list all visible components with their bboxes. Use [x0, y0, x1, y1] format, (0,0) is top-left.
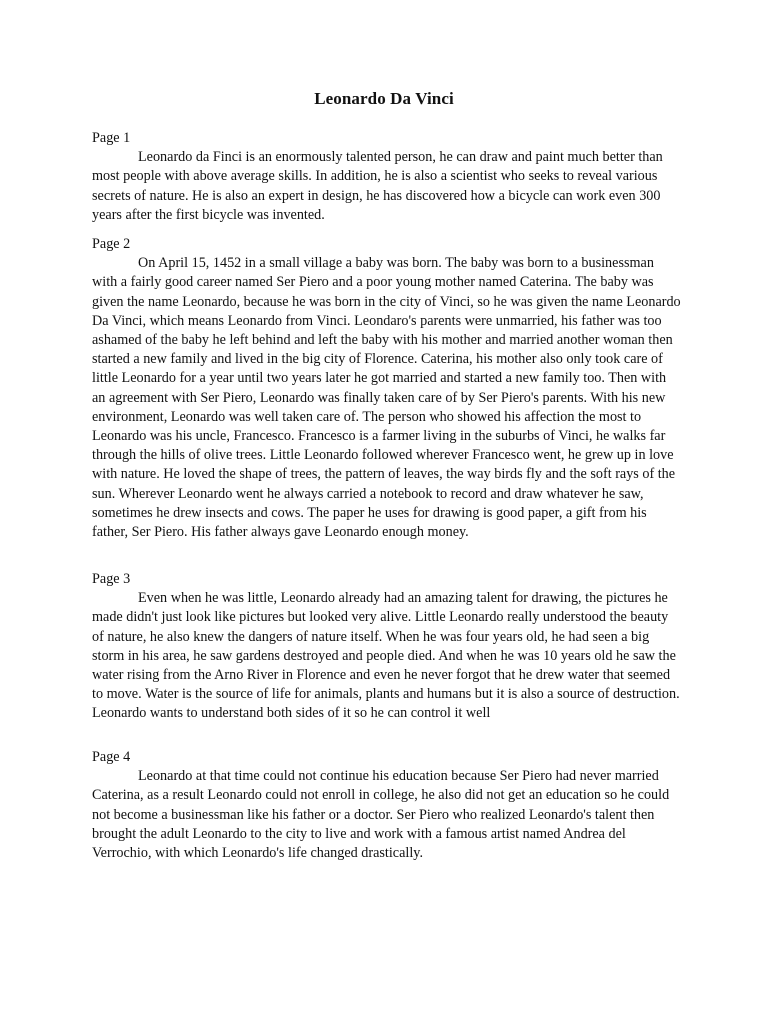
- document-title: Leonardo Da Vinci: [314, 89, 454, 108]
- page-1-section: [92, 129, 682, 225]
- page-4-label: Page 4: [92, 749, 131, 765]
- page-1-label: Page 1: [92, 130, 131, 146]
- page-2-section: [92, 235, 682, 542]
- page-4-paragraph: Leonardo at that time could not continue his education because Ser Piero had never married Caterina, as a result Leonardo could not enroll in college, he also did not get an education so he could not become a businessman like his father or a doctor. Ser Piero who realized Leonardo's talent then brought the adult Leonardo to the city to live and work with a famous artist named Andrea del Verrochio, with which Leonardo's life changed drastically.: [92, 768, 670, 862]
- page-3-paragraph: Even when he was little, Leonardo already had an amazing talent for drawing, the pictures he made didn't just look like pictures but looked very alive. Little Leonardo really understood the beauty of nature, he also knew the dangers of nature itself. When he was four years old, he had seen a big storm in his area, he saw gardens destroyed and people died. And when he was 10 years old he saw the water rising from the Arno River in Florence and even he never forgot that he drew water that seemed to move. Water is the source of life for animals, plants and humans but it is also a source of destruction. Leonardo wants to understand both sides of it so he can control it well: [92, 590, 680, 722]
- page-1-paragraph: Leonardo da Finci is an enormously talented person, he can draw and paint much better than most people with above average skills. In addition, he is also a scientist who seeks to reveal various secrets of nature. He is also an expert in design, he has discovered how a bicycle can work even 300 years after the first bicycle was invented.: [92, 149, 663, 223]
- page-3-label: Page 3: [92, 571, 131, 587]
- page-3-section: [92, 570, 682, 724]
- page-4-section: [92, 748, 682, 863]
- page-2-label: Page 2: [92, 236, 131, 252]
- page-2-paragraph: On April 15, 1452 in a small village a baby was born. The baby was born to a businessman with a fairly good career named Ser Piero and a poor young mother named Caterina. The baby was given the name Leonardo, because he was born in the city of Vinci, so he was given the name Leonardo Da Vinci, which means Leonardo from Vinci. Leondaro's parents were unmarried, his father was too ashamed of the baby he left behind and left the baby with his mother and married another woman then started a new family and lived in the big city of Florence. Caterina, his mother also only took care of little Leonardo for a year until two years later he got married and started a new family too. Then with an agreement with Ser Piero, Leonardo was finally taken care of by Ser Piero's parents. With his new environment, Leonardo was well taken care of. The person who showed his affection the most to Leonardo was his uncle, Francesco. Francesco is a farmer living in the suburbs of Vinci, he walks far through the hills of olive trees. Little Leonardo followed wherever Francesco went, he grew up in love with nature. He loved the shape of trees, the pattern of leaves, the way birds fly and the soft rays of the sun. Wherever Leonardo went he always carried a notebook to record and draw whatever he saw, sometimes he drew insects and cows. The paper he uses for drawing is good paper, a gift from his father, Ser Piero. His father always gave Leonardo enough money.: [92, 255, 681, 541]
